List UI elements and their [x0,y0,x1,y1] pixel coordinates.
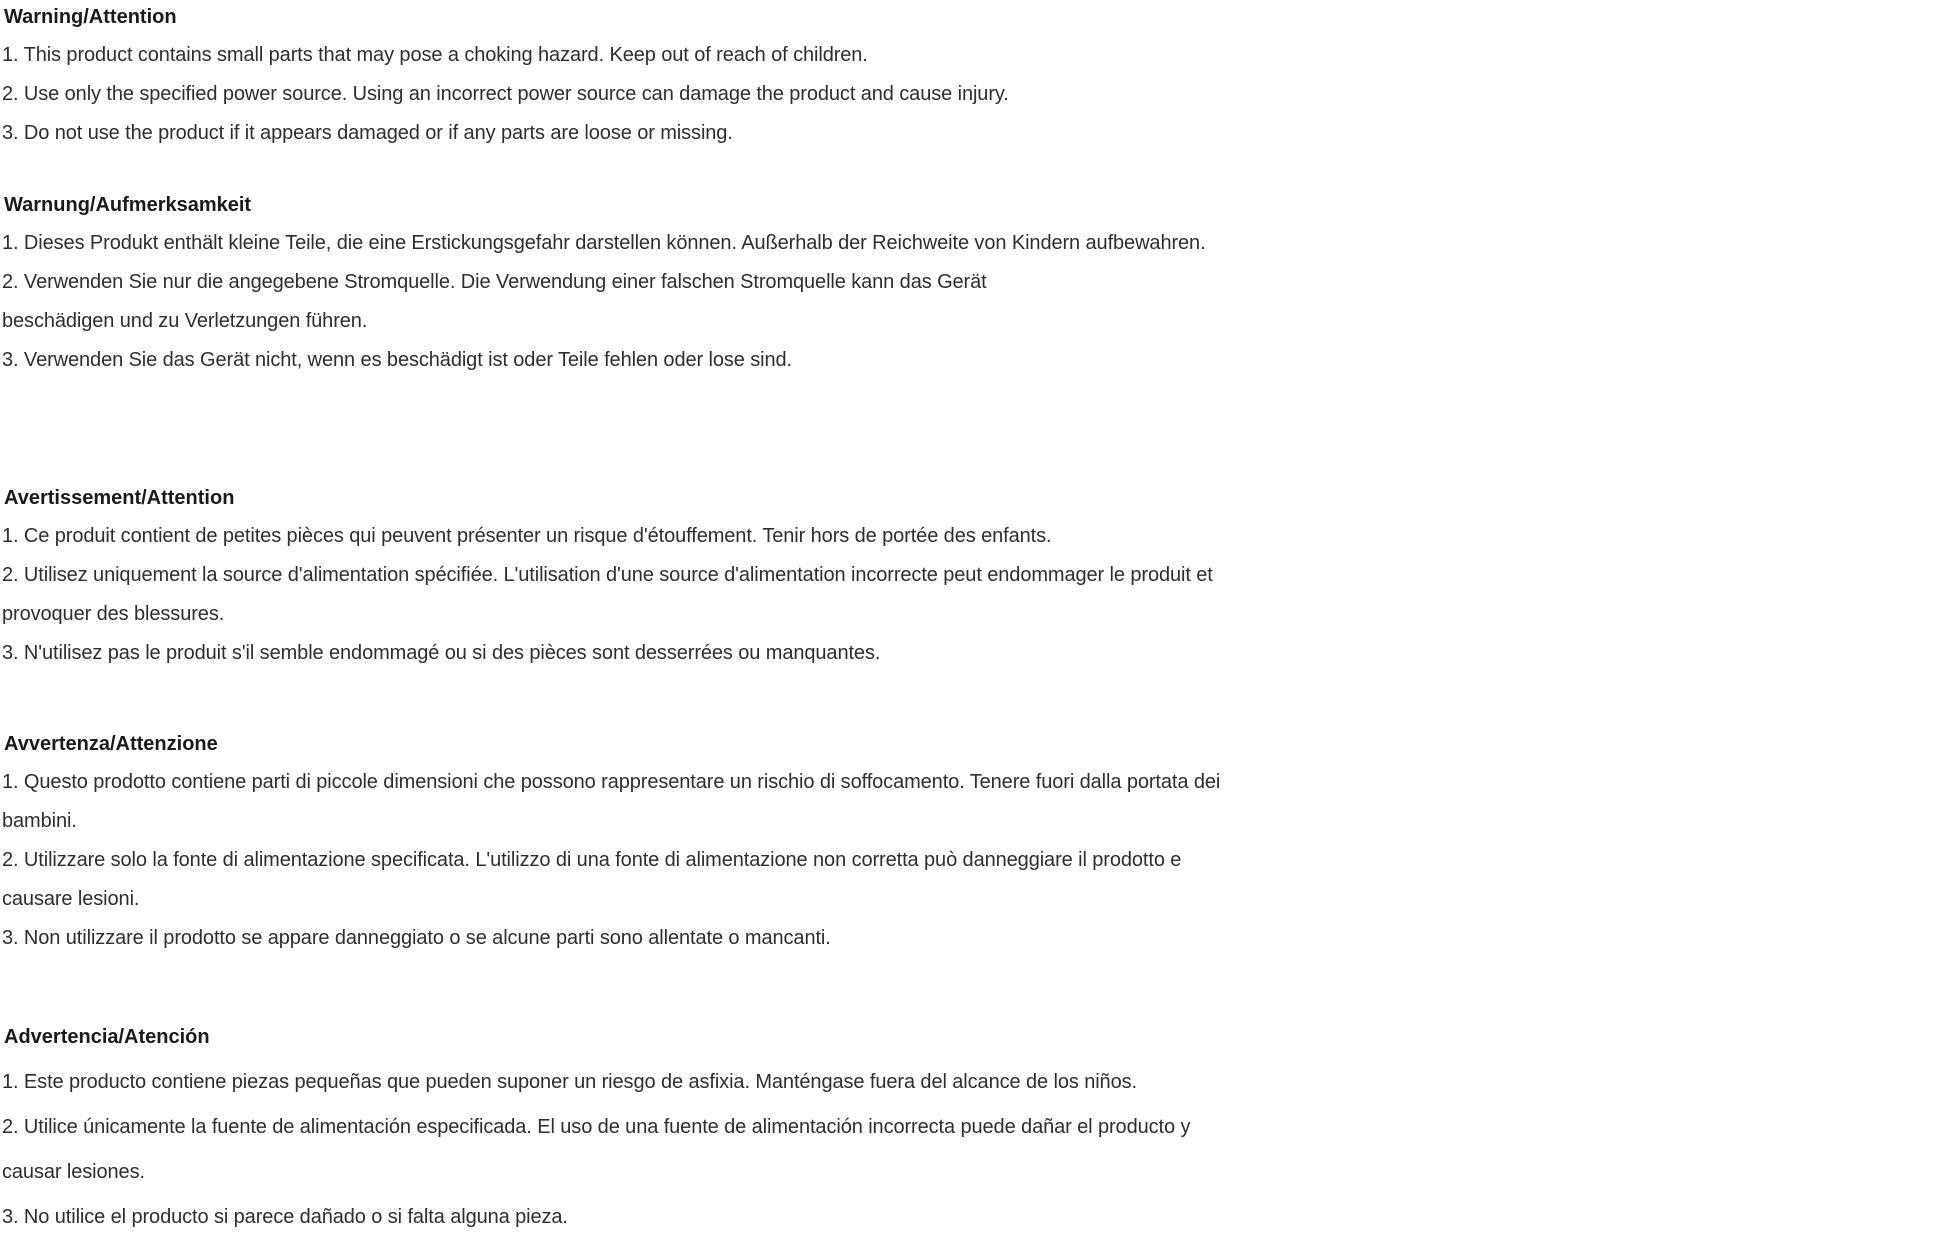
warning-item: 2. Utilizzare solo la fonte di alimentazione specificata. L'utilizzo di una fonte di alimentazione non corretta può danneggiare il prodotto e [2,849,1182,871]
warning-item: 1. This product contains small parts that may pose a choking hazard. Keep out of reach of children. [2,44,868,66]
warning-section-italian [0,725,1946,958]
warning-section-spanish [0,1017,1946,1240]
warning-item-continuation: causare lesioni. [2,888,140,910]
warning-item-continuation: provoquer des blessures. [2,603,225,625]
warning-item: 2. Utilisez uniquement la source d'alimentation spécifiée. L'utilisation d'une source d'alimentation incorrecte peut endommager le produit et [2,564,1213,586]
warning-item: 1. Ce produit contient de petites pièces qui peuvent présenter un risque d'étouffement. Tenir hors de portée des enfants. [2,525,1052,547]
warning-item: 1. Dieses Produkt enthält kleine Teile, die eine Erstickungsgefahr darstellen können. Außerhalb der Reichweite von Kindern aufbewahren. [2,232,1206,254]
warning-item: 1. Este producto contiene piezas pequeñas que pueden suponer un riesgo de asfixia. Manténgase fuera del alcance de los niños. [2,1071,1137,1093]
warning-item: 2. Use only the specified power source. Using an incorrect power source can damage the product and cause injury. [2,83,1009,105]
warning-section-french [0,479,1946,673]
warning-item: 3. Do not use the product if it appears damaged or if any parts are loose or missing. [2,122,733,144]
section-heading: Avertissement/Attention [4,487,235,509]
warning-item: 1. Questo prodotto contiene parti di piccole dimensioni che possono rappresentare un rischio di soffocamento. Tenere fuori dalla portata dei [2,771,1221,793]
warning-item-continuation: causar lesiones. [2,1161,145,1183]
warning-item: 3. No utilice el producto si parece dañado o si falta alguna pieza. [2,1206,568,1228]
warning-section-english [0,0,1946,153]
warning-item: 2. Verwenden Sie nur die angegebene Stromquelle. Die Verwendung einer falschen Stromquelle kann das Gerät [2,271,987,293]
section-heading: Avvertenza/Attenzione [4,733,218,755]
warning-item: 2. Utilice únicamente la fuente de alimentación especificada. El uso de una fuente de alimentación incorrecta puede dañar el producto y [2,1116,1191,1138]
warning-section-german [0,186,1946,380]
section-heading: Warning/Attention [4,6,177,28]
warning-item: 3. Verwenden Sie das Gerät nicht, wenn es beschädigt ist oder Teile fehlen oder lose sind. [2,349,793,371]
section-heading: Warnung/Aufmerksamkeit [4,194,252,216]
warning-item-continuation: bambini. [2,810,77,832]
warning-item: 3. N'utilisez pas le produit s'il semble endommagé ou si des pièces sont desserrées ou manquantes. [2,642,881,664]
warning-item: 3. Non utilizzare il prodotto se appare danneggiato o se alcune parti sono allentate o mancanti. [2,927,831,949]
section-heading: Advertencia/Atención [4,1026,210,1048]
warning-item-continuation: beschädigen und zu Verletzungen führen. [2,310,368,332]
